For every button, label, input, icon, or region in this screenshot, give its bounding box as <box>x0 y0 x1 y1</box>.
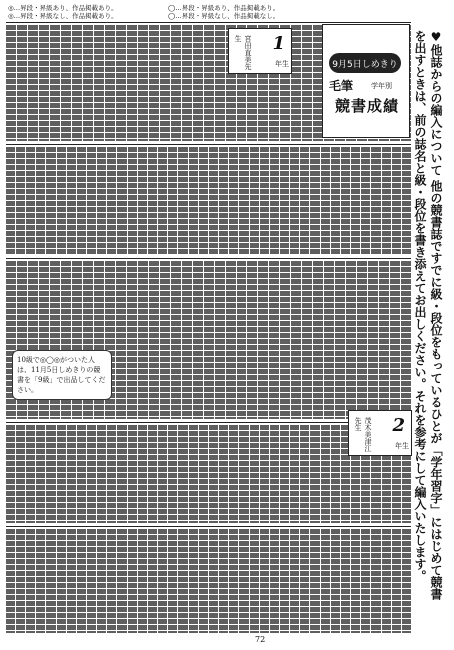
grade-suffix: 年生 <box>275 60 289 68</box>
page-number: 72 <box>255 635 266 644</box>
page-title: 競書成績 <box>334 97 399 115</box>
teacher-name: 宮田直美先生 <box>234 35 252 70</box>
notice-body: 他の競書誌ですでに級・段位をもっているひとが「学年習字」にはじめて競書を出すときは、前の誌名と級・段位を書き添えてお出しください。それを参考にして編入いたします。 <box>413 30 443 601</box>
grade-1-header <box>228 28 292 74</box>
legend-item: ◯…昇段・昇級なし、作品掲載なし。 <box>168 12 280 20</box>
subcategory-label: 学年別 <box>371 82 392 90</box>
grade-callout: 10級で◎◯◎がついた人は、11月5日しめきりの競書を「9級」で出品してください。 <box>12 350 112 400</box>
heart-icon: ♥ <box>429 30 443 44</box>
legend <box>8 4 338 20</box>
deadline-badge: 9月5日しめきり <box>329 53 401 73</box>
category-label: 毛筆 <box>329 79 354 93</box>
legend-item: ◎…昇段・昇級あり、作品掲載あり。 <box>8 4 118 12</box>
grade-number: 1 <box>272 33 285 54</box>
notice-text <box>326 30 444 610</box>
legend-item: ◯…昇段・昇級あり、作品掲載あり。 <box>168 4 280 12</box>
legend-item: ◎…昇段・昇級なし、作品掲載あり。 <box>8 12 118 20</box>
teacher-name: 茂木美津江先生 <box>354 417 372 452</box>
grade-number: 2 <box>392 415 405 436</box>
grade-suffix: 年生 <box>395 442 409 450</box>
notice-heading: 他誌からの編入について <box>429 44 443 176</box>
